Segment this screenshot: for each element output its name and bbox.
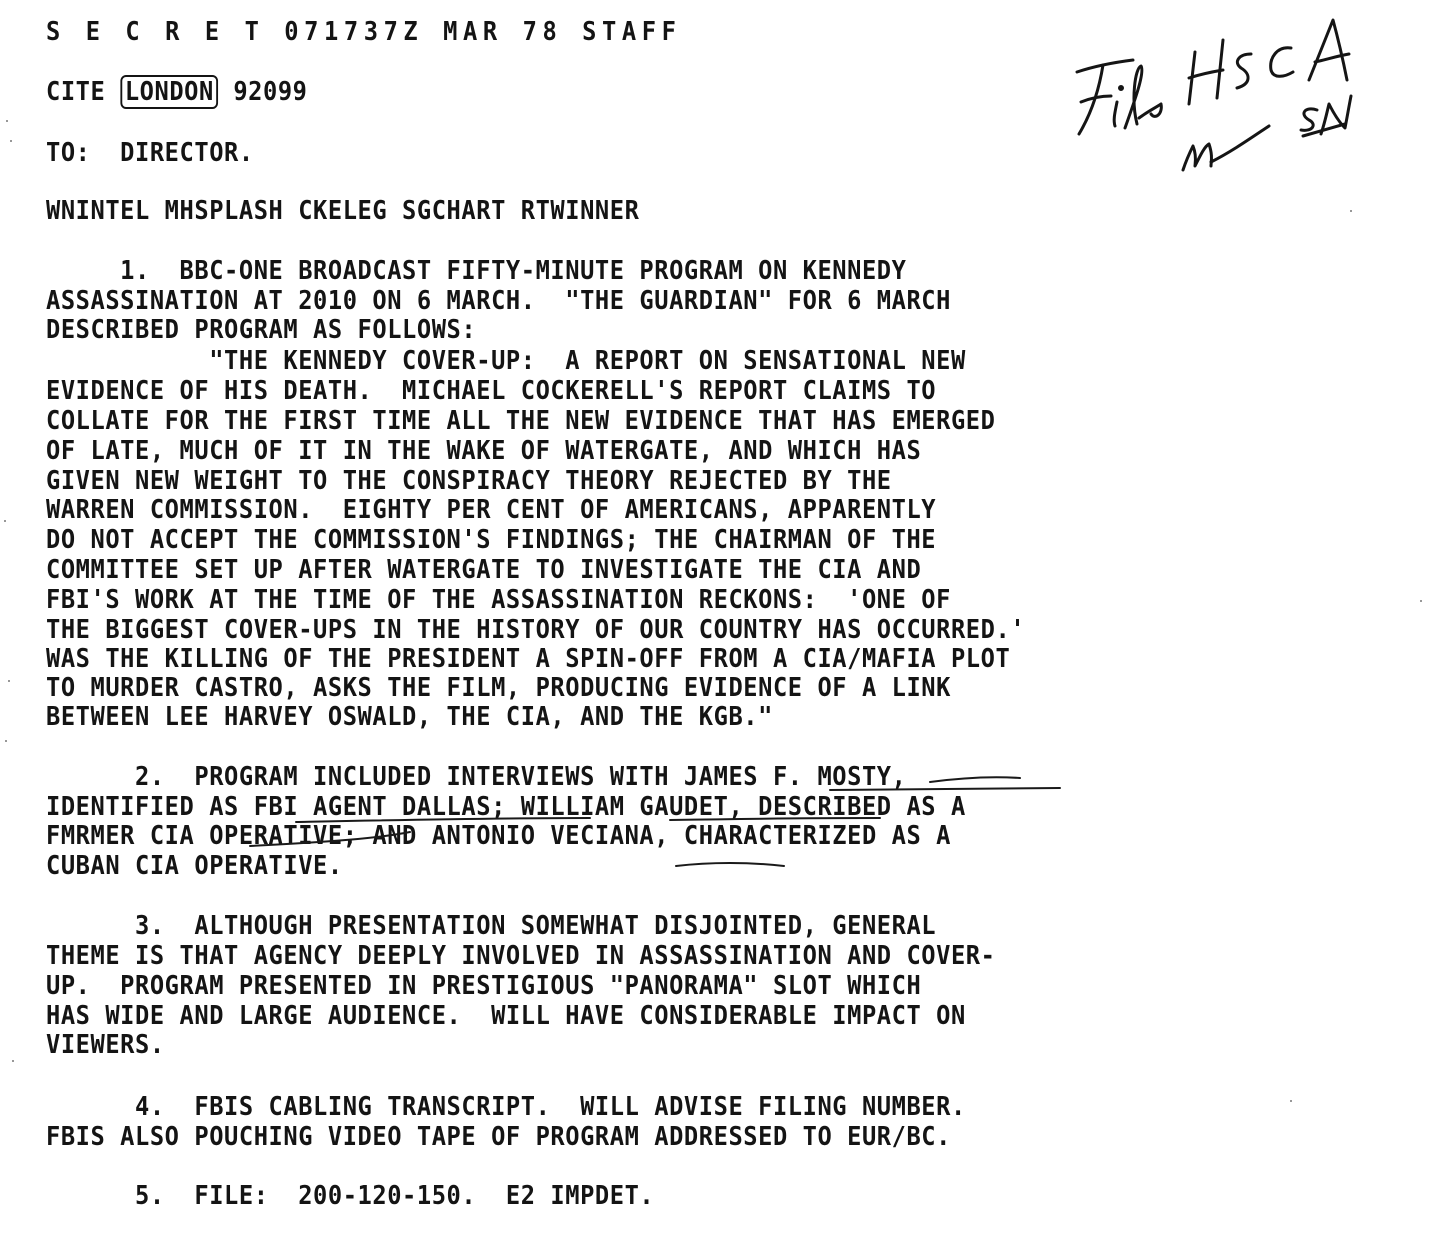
paragraph-line: THE BIGGEST COVER-UPS IN THE HISTORY OF OUR COUNTRY HAS OCCURRED.' <box>46 615 1026 645</box>
paragraph-line: 5. FILE: 200-120-150. E2 IMPDET. <box>46 1181 655 1211</box>
classification-line: S E C R E T 071737Z MAR 78 STAFF <box>46 17 682 47</box>
paragraph-line: 4. FBIS CABLING TRANSCRIPT. WILL ADVISE FILING NUMBER. <box>46 1092 966 1122</box>
paragraph-line: 2. PROGRAM INCLUDED INTERVIEWS WITH JAMES F. MOSTY, <box>46 762 907 792</box>
slug-line: WNINTEL MHSPLASH CKELEG SGCHART RTWINNER <box>46 196 640 226</box>
paragraph-line: WARREN COMMISSION. EIGHTY PER CENT OF AMERICANS, APPARENTLY <box>46 495 937 525</box>
scan-speck <box>8 680 10 682</box>
paragraph-line: HAS WIDE AND LARGE AUDIENCE. WILL HAVE CONSIDERABLE IMPACT ON <box>46 1001 966 1031</box>
cite-line <box>46 77 308 107</box>
scan-speck <box>6 120 8 122</box>
cite-number: 92099 <box>233 77 308 107</box>
scan-speck <box>1290 1100 1292 1102</box>
paragraph-line: THEME IS THAT AGENCY DEEPLY INVOLVED IN ASSASSINATION AND COVER- <box>46 941 996 971</box>
paragraph-line: GIVEN NEW WEIGHT TO THE CONSPIRACY THEORY REJECTED BY THE <box>46 466 892 496</box>
paragraph-line: FMRMER CIA OPERATIVE; AND ANTONIO VECIANA, CHARACTERIZED AS A <box>46 821 951 851</box>
scan-speck <box>12 1060 14 1062</box>
cite-label: CITE <box>46 77 106 107</box>
paragraph-line: FBI'S WORK AT THE TIME OF THE ASSASSINATION RECKONS: 'ONE OF <box>46 585 951 615</box>
paragraph-line: WAS THE KILLING OF THE PRESIDENT A SPIN-OFF FROM A CIA/MAFIA PLOT <box>46 644 1011 674</box>
paragraph-line: UP. PROGRAM PRESENTED IN PRESTIGIOUS "PANORAMA" SLOT WHICH <box>46 971 922 1001</box>
scan-speck <box>5 740 7 742</box>
paragraph-line: EVIDENCE OF HIS DEATH. MICHAEL COCKERELL'S REPORT CLAIMS TO <box>46 376 937 406</box>
paragraph-line: 1. BBC-ONE BROADCAST FIFTY-MINUTE PROGRAM ON KENNEDY <box>46 256 907 286</box>
paragraph-line: CUBAN CIA OPERATIVE. <box>46 851 343 881</box>
scan-speck <box>1420 600 1422 602</box>
handwritten-annotation <box>1055 10 1385 185</box>
scan-speck <box>4 520 6 522</box>
addressee-line: TO: DIRECTOR. <box>46 138 254 168</box>
paragraph-line: "THE KENNEDY COVER-UP: A REPORT ON SENSATIONAL NEW <box>46 346 966 376</box>
paragraph-line: VIEWERS. <box>46 1030 165 1060</box>
paragraph-line: FBIS ALSO POUCHING VIDEO TAPE OF PROGRAM ADDRESSED TO EUR/BC. <box>46 1122 951 1152</box>
paragraph-line: COMMITTEE SET UP AFTER WATERGATE TO INVESTIGATE THE CIA AND <box>46 555 922 585</box>
paragraph-line: DO NOT ACCEPT THE COMMISSION'S FINDINGS; THE CHAIRMAN OF THE <box>46 525 937 555</box>
scan-speck <box>10 140 12 142</box>
paragraph-line: TO MURDER CASTRO, ASKS THE FILM, PRODUCING EVIDENCE OF A LINK <box>46 673 951 703</box>
paragraph-line: OF LATE, MUCH OF IT IN THE WAKE OF WATERGATE, AND WHICH HAS <box>46 436 922 466</box>
cite-station-stamp: LONDON <box>120 75 218 109</box>
paragraph-line: 3. ALTHOUGH PRESENTATION SOMEWHAT DISJOINTED, GENERAL <box>46 911 937 941</box>
paragraph-line: DESCRIBED PROGRAM AS FOLLOWS: <box>46 315 477 345</box>
paragraph-line: COLLATE FOR THE FIRST TIME ALL THE NEW EVIDENCE THAT HAS EMERGED <box>46 406 996 436</box>
scan-speck <box>1350 210 1352 212</box>
paragraph-line: ASSASSINATION AT 2010 ON 6 MARCH. "THE GUARDIAN" FOR 6 MARCH <box>46 286 951 316</box>
annotation-text: File HSCA m SN <box>1055 10 1064 11</box>
paragraph-line: BETWEEN LEE HARVEY OSWALD, THE CIA, AND THE KGB." <box>46 702 773 732</box>
paragraph-line: IDENTIFIED AS FBI AGENT DALLAS; WILLIAM GAUDET, DESCRIBED AS A <box>46 792 966 822</box>
